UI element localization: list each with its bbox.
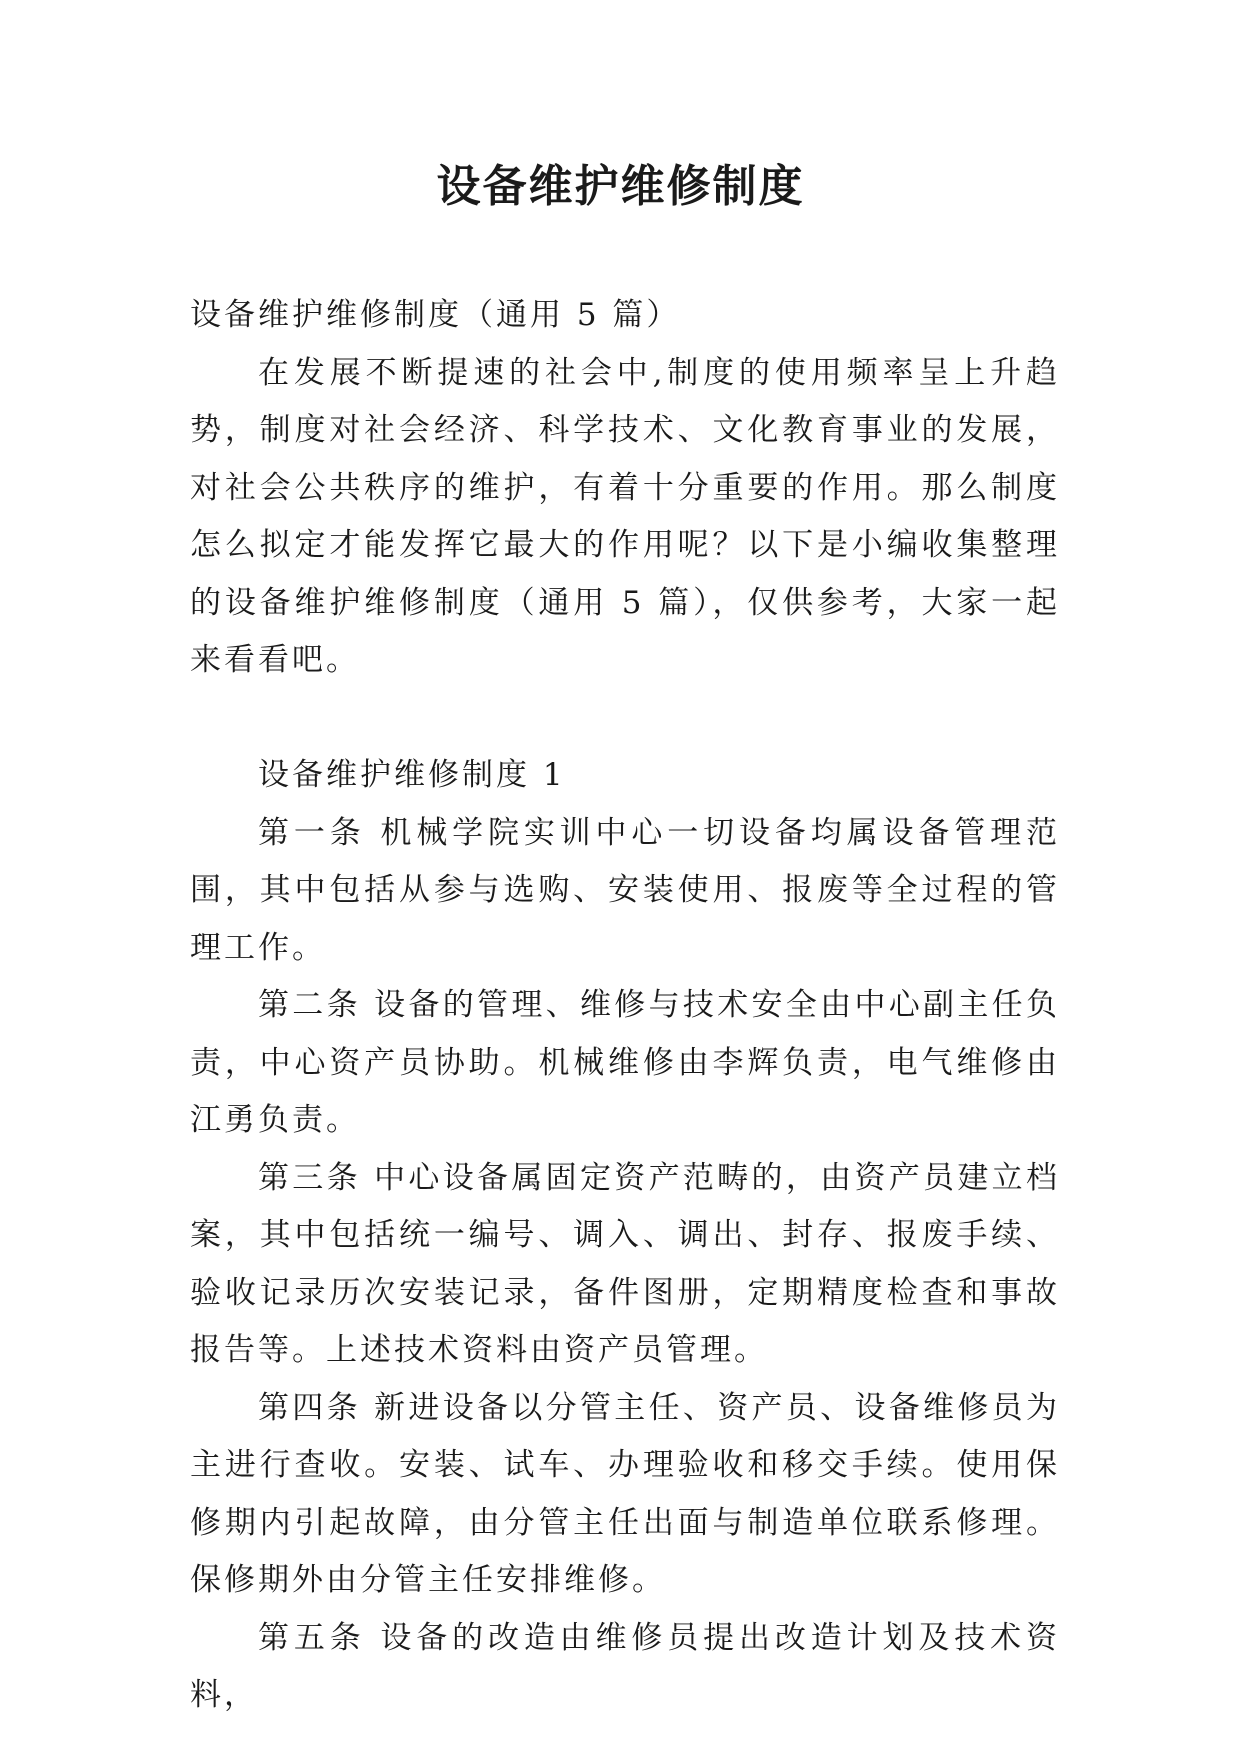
article-paragraph: 第五条 设备的改造由维修员提出改造计划及技术资料， — [190, 1619, 1060, 1713]
intro-paragraph: 在发展不断提速的社会中,制度的使用频率呈上升趋势，制度对社会经济、科学技术、文化教育事业的发展，对社会公共秩序的维护，有着十分重要的作用。那么制度怎么拟定才能发挥它最大的作用呢？以下是小编收集整理的设备维护维修制度（通用 5 篇），仅供参考，大家一起来看看吧。 — [190, 354, 1060, 678]
article-paragraph: 第三条 中心设备属固定资产范畴的，由资产员建立档案，其中包括统一编号、调入、调出、封存、报废手续、验收记录历次安装记录，备件图册，定期精度检查和事故报告等。上述技术资料由资产员管理。 — [190, 1159, 1060, 1368]
document-body — [190, 287, 1060, 1725]
article-paragraph: 第二条 设备的管理、维修与技术安全由中心副主任负责，中心资产员协助。机械维修由李辉负责，电气维修由江勇负责。 — [190, 987, 1060, 1138]
document-title: 设备维护维修制度 — [436, 161, 805, 212]
document-subtitle: 设备维护维修制度（通用 5 篇） — [190, 297, 681, 333]
paragraph-gap — [190, 690, 1060, 748]
article-paragraph: 第一条 机械学院实训中心一切设备均属设备管理范围，其中包括从参与选购、安装使用、报废等全过程的管理工作。 — [190, 814, 1060, 966]
article-paragraph: 第四条 新进设备以分管主任、资产员、设备维修员为主进行查收。安装、试车、办理验收和移交手续。使用保修期内引起故障，由分管主任出面与制造单位联系修理。保修期外由分管主任安排维修。 — [190, 1389, 1060, 1598]
section-heading: 设备维护维修制度 1 — [258, 757, 566, 793]
